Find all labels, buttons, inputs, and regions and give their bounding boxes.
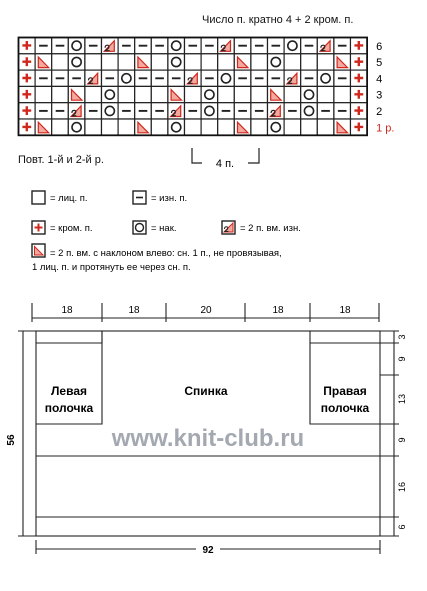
height-6: 6 — [397, 524, 407, 530]
right-front-label-1: Правая — [323, 384, 367, 398]
left-front-label-1: Левая — [51, 384, 87, 398]
row-number: 5 — [376, 57, 383, 70]
height-13: 13 — [397, 393, 407, 405]
width-neck: 20 — [200, 305, 212, 316]
row-number: 4 — [376, 73, 383, 86]
legend-edge-label: = кром. п. — [50, 223, 93, 234]
repeat-rows-note: Повт. 1-й и 2-й р. — [18, 154, 104, 166]
legend-purl-label: = изн. п. — [151, 193, 188, 204]
legend-knit-label: = лиц. п. — [50, 193, 88, 204]
height-3: 3 — [397, 334, 407, 340]
legend-k2tog-left-label-1: = 2 п. вм. с наклоном влево: сн. 1 п., не провязывая, — [50, 248, 282, 259]
width-left-shoulder: 18 — [128, 305, 140, 316]
left-front-label-2: полочка — [44, 401, 94, 415]
right-front-label-2: полочка — [320, 401, 370, 415]
repeat-note: Число п. кратно 4 + 2 кром. п. — [202, 14, 354, 26]
total-width: 92 — [202, 545, 214, 556]
height-16: 16 — [397, 481, 407, 493]
width-right-shoulder: 18 — [272, 305, 284, 316]
height-9b: 9 — [397, 437, 407, 443]
back-label: Спинка — [184, 384, 228, 398]
width-left-front: 18 — [61, 305, 73, 316]
width-right-front: 18 — [339, 305, 351, 316]
total-height: 56 — [6, 434, 17, 446]
watermark: www.knit-club.ru — [111, 425, 305, 452]
legend-p2tog-label: = 2 п. вм. изн. — [240, 223, 301, 234]
height-9a: 9 — [397, 356, 407, 362]
row-number: 6 — [376, 40, 383, 53]
legend-k2tog-left-label-2: 1 лиц. п. и протянуть ее через сн. п. — [32, 262, 191, 273]
repeat-label: 4 п. — [215, 158, 235, 170]
row-number: 3 — [376, 89, 383, 102]
row-number: 2 — [376, 106, 383, 118]
row-number: 1 р. — [376, 122, 395, 135]
legend-yo-label: = нак. — [151, 223, 177, 234]
